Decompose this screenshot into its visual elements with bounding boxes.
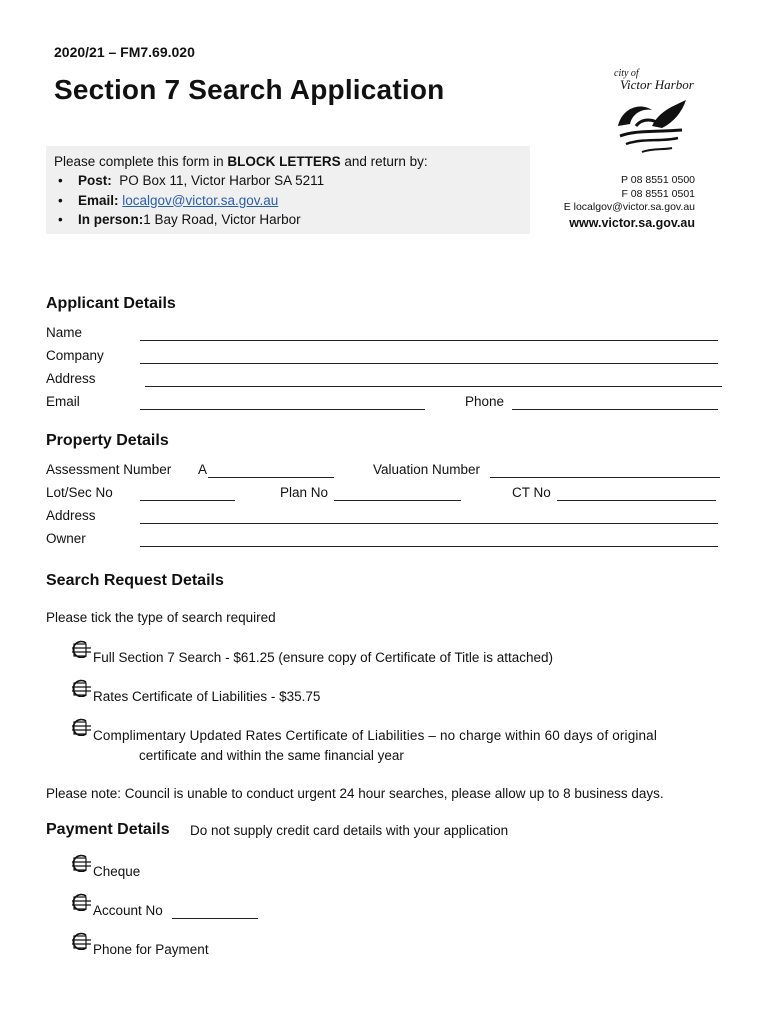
address-field[interactable] bbox=[145, 386, 722, 387]
logo-city-name: Victor Harbor bbox=[620, 77, 694, 92]
payment-subtitle: Do not supply credit card details with your application bbox=[190, 823, 509, 838]
whale-tail-icon bbox=[612, 96, 696, 160]
search-heading: Search Request Details bbox=[46, 572, 224, 589]
option-complimentary-update: Complimentary Updated Rates Certificate of Liabilities – no charge within 60 days of original bbox=[93, 728, 657, 743]
assessment-label: Assessment Number bbox=[46, 462, 172, 477]
email-link[interactable]: localgov@victor.sa.gov.au bbox=[122, 192, 279, 208]
phone-field[interactable] bbox=[512, 409, 718, 410]
return-methods-list bbox=[78, 173, 324, 232]
checkbox-rates-certificate[interactable] bbox=[72, 679, 92, 697]
checkbox-full-search[interactable] bbox=[72, 640, 92, 658]
plan-label: Plan No bbox=[280, 485, 329, 500]
phone-label: Phone bbox=[465, 394, 505, 409]
payment-heading: Payment Details bbox=[46, 821, 170, 838]
lot-field[interactable] bbox=[140, 500, 235, 501]
address-label: Address bbox=[46, 371, 96, 386]
property-heading: Property Details bbox=[46, 432, 169, 449]
option-rates-certificate: Rates Certificate of Liabilities - $35.75 bbox=[93, 689, 321, 704]
instructions-intro: Please complete this form in BLOCK LETTERS and return by: bbox=[54, 154, 428, 169]
lot-label: Lot/Sec No bbox=[46, 485, 113, 500]
owner-field[interactable] bbox=[140, 546, 718, 547]
return-by-email: • Email: localgov@victor.sa.gov.au bbox=[78, 193, 324, 213]
return-in-person: • In person:1 Bay Road, Victor Harbor bbox=[78, 212, 324, 232]
checkbox-cheque[interactable] bbox=[72, 854, 92, 872]
page-title: Section 7 Search Application bbox=[54, 74, 445, 105]
company-label: Company bbox=[46, 348, 104, 363]
checkbox-account[interactable] bbox=[72, 893, 92, 911]
owner-label: Owner bbox=[46, 531, 86, 546]
return-by-post: • Post: PO Box 11, Victor Harbor SA 5211 bbox=[78, 173, 324, 193]
company-field[interactable] bbox=[140, 363, 718, 364]
plan-field[interactable] bbox=[334, 500, 461, 501]
email-label: Email bbox=[46, 394, 80, 409]
checkbox-phone-payment[interactable] bbox=[72, 932, 92, 950]
contact-website: www.victor.sa.gov.au bbox=[569, 215, 695, 230]
urgent-search-note: Please note: Council is unable to conduct urgent 24 hour searches, please allow up to 8 business days. bbox=[46, 786, 664, 801]
option-full-search: Full Section 7 Search - $61.25 (ensure copy of Certificate of Title is attached) bbox=[93, 650, 553, 665]
council-contact bbox=[564, 174, 695, 230]
name-label: Name bbox=[46, 325, 83, 340]
search-instruction: Please tick the type of search required bbox=[46, 610, 276, 625]
valuation-label: Valuation Number bbox=[373, 462, 481, 477]
checkbox-complimentary-update[interactable] bbox=[72, 718, 92, 736]
property-address-label: Address bbox=[46, 508, 96, 523]
payment-option-cheque: Cheque bbox=[93, 864, 141, 879]
payment-option-phone: Phone for Payment bbox=[93, 942, 209, 957]
instructions-box bbox=[46, 146, 530, 234]
account-number-field[interactable] bbox=[172, 918, 258, 919]
name-field[interactable] bbox=[140, 340, 718, 341]
property-address-field[interactable] bbox=[140, 523, 718, 524]
form-code: 2020/21 – FM7.69.020 bbox=[54, 44, 195, 60]
applicant-heading: Applicant Details bbox=[46, 295, 176, 312]
option-complimentary-update-line2: certificate and within the same financial year bbox=[139, 748, 404, 763]
logo-city-prefix: city of bbox=[614, 68, 639, 79]
assessment-prefix: A bbox=[198, 462, 208, 477]
city-logo bbox=[606, 68, 702, 164]
payment-option-account: Account No bbox=[93, 903, 163, 918]
email-field[interactable] bbox=[140, 409, 425, 410]
assessment-field[interactable] bbox=[208, 477, 334, 478]
ct-field[interactable] bbox=[557, 500, 716, 501]
valuation-field[interactable] bbox=[490, 477, 720, 478]
contact-email: E localgov@victor.sa.gov.au bbox=[563, 201, 695, 213]
contact-phone: P 08 8551 0500 bbox=[621, 174, 695, 186]
contact-fax: F 08 8551 0501 bbox=[621, 187, 695, 200]
ct-label: CT No bbox=[512, 485, 551, 500]
